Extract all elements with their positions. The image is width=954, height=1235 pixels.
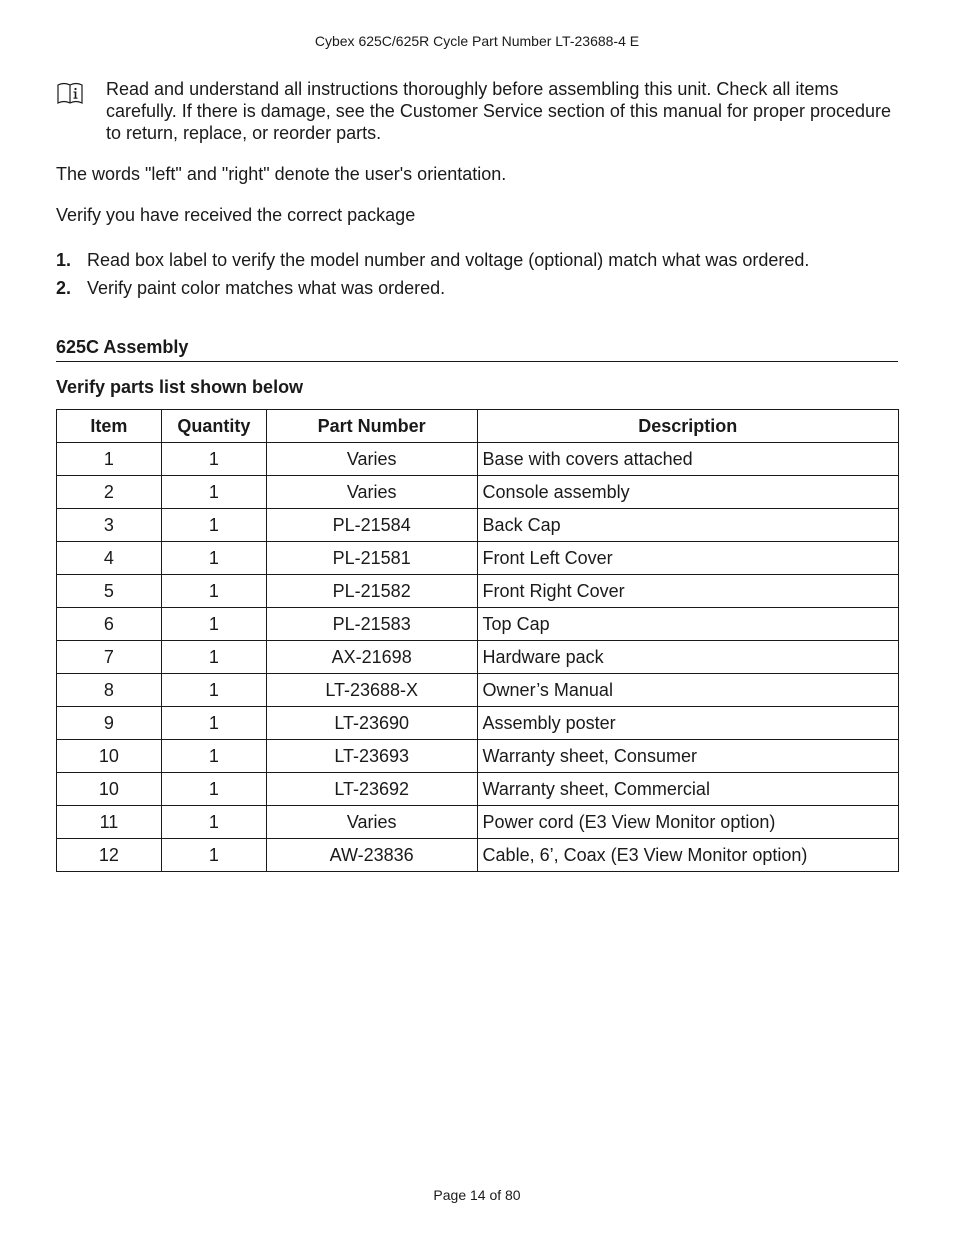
cell-description: Hardware pack	[477, 641, 898, 674]
table-row	[57, 509, 899, 542]
table-row	[57, 674, 899, 707]
cell-part-number: Varies	[266, 806, 477, 839]
parts-table	[56, 409, 899, 872]
cell-description: Back Cap	[477, 509, 898, 542]
table-header-row	[57, 410, 899, 443]
cell-item: 8	[57, 674, 162, 707]
cell-quantity: 1	[161, 806, 266, 839]
cell-part-number: LT-23690	[266, 707, 477, 740]
cell-quantity: 1	[161, 674, 266, 707]
cell-quantity: 1	[161, 509, 266, 542]
cell-quantity: 1	[161, 839, 266, 872]
table-row	[57, 740, 899, 773]
cell-description: Assembly poster	[477, 707, 898, 740]
cell-item: 6	[57, 608, 162, 641]
info-book-icon	[56, 82, 84, 106]
cell-description: Cable, 6’, Coax (E3 View Monitor option)	[477, 839, 898, 872]
info-note	[56, 78, 898, 144]
cell-description: Base with covers attached	[477, 443, 898, 476]
cell-description: Warranty sheet, Commercial	[477, 773, 898, 806]
table-row	[57, 476, 899, 509]
cell-item: 7	[57, 641, 162, 674]
cell-item: 10	[57, 773, 162, 806]
cell-item: 4	[57, 542, 162, 575]
cell-item: 2	[57, 476, 162, 509]
cell-item: 11	[57, 806, 162, 839]
cell-description: Power cord (E3 View Monitor option)	[477, 806, 898, 839]
section-subtitle: Verify parts list shown below	[56, 377, 304, 397]
cell-quantity: 1	[161, 443, 266, 476]
step-number: 2.	[56, 278, 72, 298]
cell-quantity: 1	[161, 608, 266, 641]
cell-item: 1	[57, 443, 162, 476]
cell-part-number: Varies	[266, 476, 477, 509]
cell-part-number: LT-23693	[266, 740, 477, 773]
table-row	[57, 773, 899, 806]
cell-item: 5	[57, 575, 162, 608]
page-footer: Page 14 of 80	[433, 1187, 521, 1203]
table-row	[57, 641, 899, 674]
cell-quantity: 1	[161, 773, 266, 806]
table-row	[57, 806, 899, 839]
cell-description: Warranty sheet, Consumer	[477, 740, 898, 773]
step-number: 1.	[56, 250, 72, 270]
cell-part-number: PL-21584	[266, 509, 477, 542]
cell-part-number: AW-23836	[266, 839, 477, 872]
table-row	[57, 443, 899, 476]
step-text: Verify paint color matches what was ordered.	[87, 278, 446, 298]
column-header-part-number: Part Number	[266, 410, 477, 443]
cell-part-number: PL-21583	[266, 608, 477, 641]
verify-package-paragraph: Verify you have received the correct package	[56, 205, 416, 225]
cell-description: Front Left Cover	[477, 542, 898, 575]
cell-quantity: 1	[161, 476, 266, 509]
cell-item: 9	[57, 707, 162, 740]
section-title: 625C Assembly	[56, 336, 898, 362]
cell-part-number: LT-23688-X	[266, 674, 477, 707]
cell-quantity: 1	[161, 707, 266, 740]
list-item	[56, 277, 809, 305]
cell-quantity: 1	[161, 740, 266, 773]
cell-part-number: Varies	[266, 443, 477, 476]
cell-item: 3	[57, 509, 162, 542]
table-row	[57, 707, 899, 740]
column-header-quantity: Quantity	[161, 410, 266, 443]
cell-part-number: AX-21698	[266, 641, 477, 674]
cell-part-number: PL-21582	[266, 575, 477, 608]
note-text: Read and understand all instructions thoroughly before assembling this unit. Check all items carefully. If there is damage, see the Customer Service section of this manual for proper procedure to return, replace, or reorder parts.	[106, 79, 892, 143]
cell-quantity: 1	[161, 542, 266, 575]
cell-quantity: 1	[161, 641, 266, 674]
column-header-description: Description	[477, 410, 898, 443]
parts-table-body	[57, 443, 899, 872]
cell-part-number: LT-23692	[266, 773, 477, 806]
orientation-paragraph: The words "left" and "right" denote the user's orientation.	[56, 164, 507, 184]
cell-quantity: 1	[161, 575, 266, 608]
cell-description: Front Right Cover	[477, 575, 898, 608]
cell-description: Console assembly	[477, 476, 898, 509]
column-header-item: Item	[57, 410, 162, 443]
table-row	[57, 575, 899, 608]
list-item	[56, 249, 809, 277]
cell-part-number: PL-21581	[266, 542, 477, 575]
page-header: Cybex 625C/625R Cycle Part Number LT-23688-4 E	[314, 33, 640, 49]
verification-steps	[56, 249, 809, 305]
table-row	[57, 608, 899, 641]
cell-description: Owner’s Manual	[477, 674, 898, 707]
cell-item: 12	[57, 839, 162, 872]
table-row	[57, 839, 899, 872]
cell-item: 10	[57, 740, 162, 773]
step-text: Read box label to verify the model number and voltage (optional) match what was ordered.	[87, 250, 810, 270]
cell-description: Top Cap	[477, 608, 898, 641]
table-row	[57, 542, 899, 575]
